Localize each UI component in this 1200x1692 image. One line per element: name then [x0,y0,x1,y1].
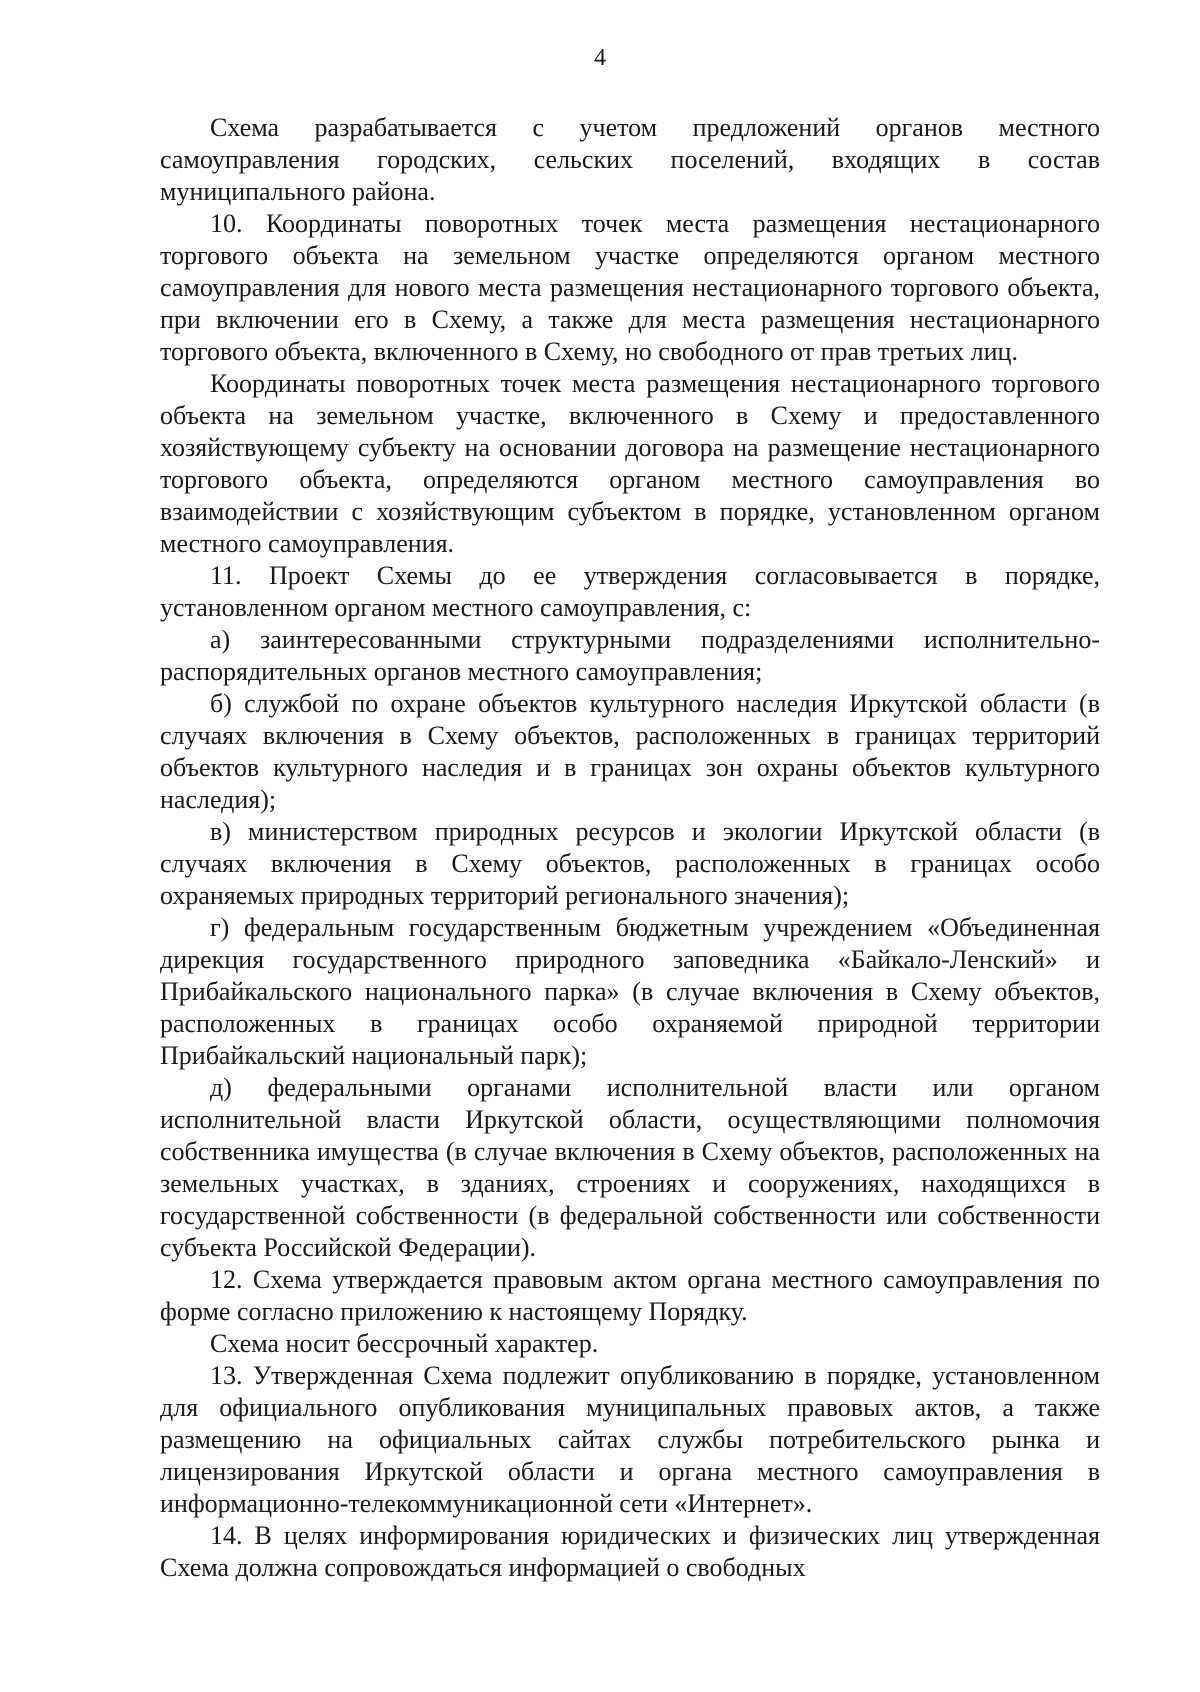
paragraph-12-term: Схема носит бессрочный характер. [210,1329,599,1358]
page-number: 4 [594,45,606,71]
paragraph-11-g: г) федеральным государственным бюджетным учреждением «Объединенная дирекция государственного природного заповедника «Байкало-Ленский» и Прибайкальского национального парка» (в случае включения в Схему объектов, расположенных в границах особо охраняемой природной территории Прибайкальский национальный парк); [160,913,1100,1070]
paragraph-14: 14. В целях информирования юридических и физических лиц утвержденная Схема должна сопровождаться информацией о свободных [160,1521,1100,1582]
paragraph-10-coordinates: Координаты поворотных точек места размещения нестационарного торгового объекта на земельном участке, включенного в Схему и предоставленного хозяйствующему субъекту на основании договора на размещение нестационарного торгового объекта, определяются органом местного самоуправления во взаимодействии с хозяйствующим субъектом в порядке, установленном органом местного самоуправления. [160,369,1100,558]
paragraph-11: 11. Проект Схемы до ее утверждения согласовывается в порядке, установленном органом местного самоуправления, с: [160,561,1100,622]
paragraph-13: 13. Утвержденная Схема подлежит опубликованию в порядке, установленном для официального опубликования муниципальных правовых актов, а также размещению на официальных сайтах службы потребительского рынка и лицензирования Иркутской области и органа местного самоуправления в информационно-телекоммуникационной сети «Интернет». [160,1361,1100,1518]
paragraph-11-a: а) заинтересованными структурными подразделениями исполнительно-распорядительных органов местного самоуправления; [160,625,1100,686]
paragraph-11-v: в) министерством природных ресурсов и экологии Иркутской области (в случаях включения в Схему объектов, расположенных в границах особо охраняемых природных территорий регионального значения); [160,817,1100,910]
document-body [160,112,1100,1584]
paragraph-11-b: б) службой по охране объектов культурного наследия Иркутской области (в случаях включения в Схему объектов, расположенных в границах территорий объектов культурного наследия и в границах зон охраны объектов культурного наследия); [160,689,1100,814]
paragraph-12: 12. Схема утверждается правовым актом органа местного самоуправления по форме согласно приложению к настоящему Порядку. [160,1265,1100,1326]
paragraph-10: 10. Координаты поворотных точек места размещения нестационарного торгового объекта на земельном участке определяются органом местного самоуправления для нового места размещения нестационарного торгового объекта, при включении его в Схему, а также для места размещения нестационарного торгового объекта, включенного в Схему, но свободного от прав третьих лиц. [160,209,1100,366]
paragraph-scheme-development: Схема разрабатывается с учетом предложений органов местного самоуправления городских, сельских поселений, входящих в состав муниципального района. [160,113,1100,206]
paragraph-11-d: д) федеральными органами исполнительной власти или органом исполнительной власти Иркутской области, осуществляющими полномочия собственника имущества (в случае включения в Схему объектов, расположенных на земельных участках, в зданиях, строениях и сооружениях, находящихся в государственной собственности (в федеральной собственности или собственности субъекта Российской Федерации). [160,1073,1100,1262]
